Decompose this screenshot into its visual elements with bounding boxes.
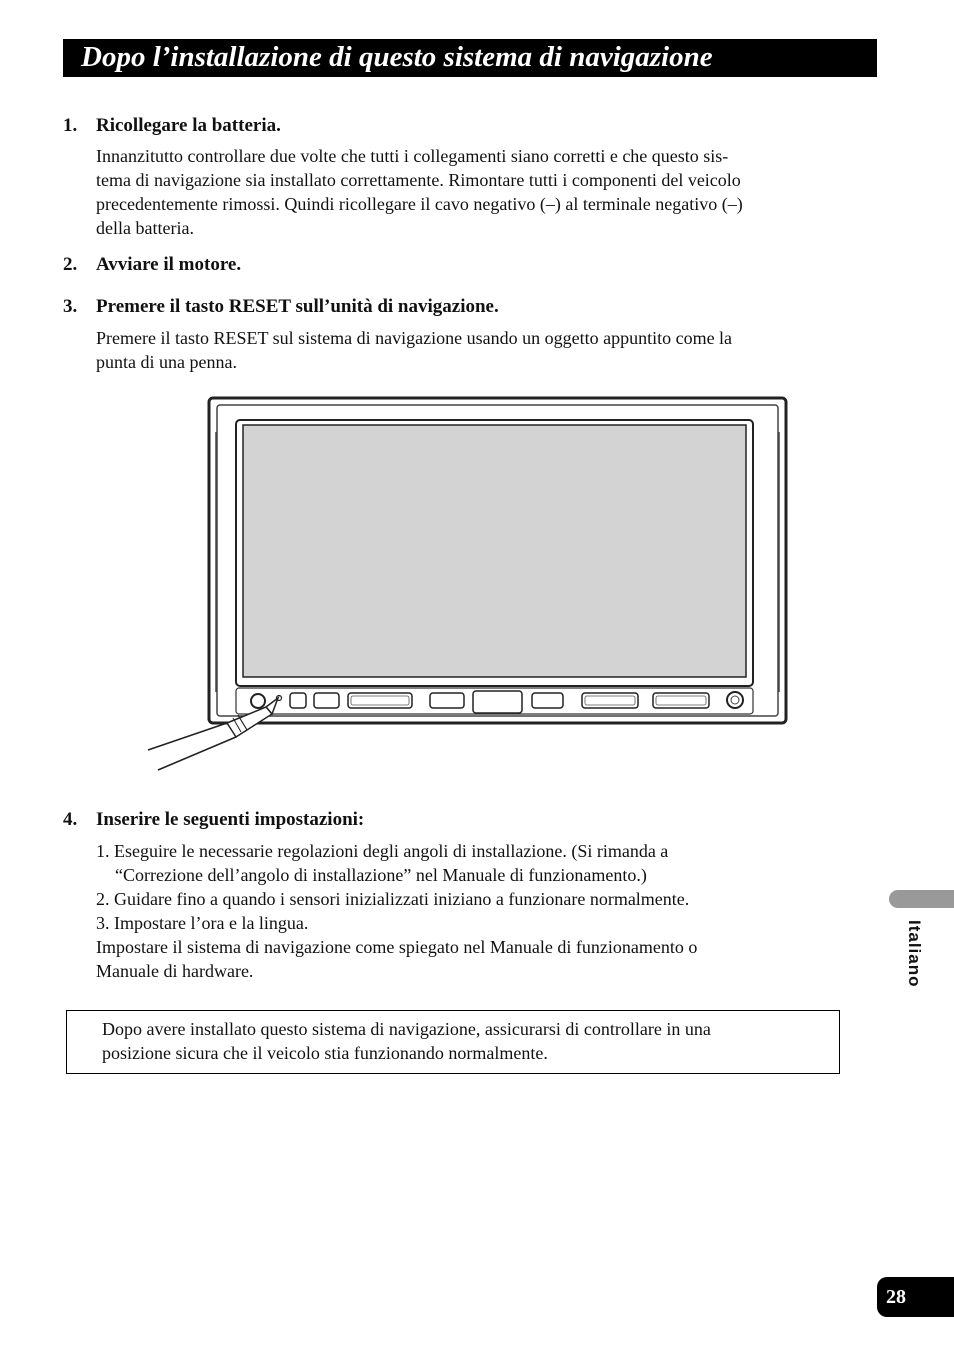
step-4-heading [63, 808, 364, 832]
language-tab-marker [889, 890, 954, 908]
list-item: 3. Impostare l’ora e la lingua. [96, 913, 309, 933]
step-number: 1. [63, 115, 78, 136]
step-heading-text: Inserire le seguenti impostazioni: [96, 809, 365, 830]
step-4-body [96, 839, 836, 983]
step-number: 3. [63, 296, 78, 317]
list-item-continuation: “Correzione dell’angolo di installazione” nel Manuale di funzionamento.) [115, 865, 647, 885]
step-heading-text: Premere il tasto RESET sull’unità di navigazione. [96, 296, 499, 317]
body-line: precedentemente rimossi. Quindi ricollegare il cavo negativo (–) al terminale negativo (–) [96, 194, 743, 214]
notice-line: Dopo avere installato questo sistema di navigazione, assicurarsi di controllare in una [102, 1019, 711, 1039]
body-line: della batteria. [96, 218, 194, 238]
body-line: tema di navigazione sia installato correttamente. Rimontare tutti i componenti del veicolo [96, 170, 741, 190]
body-line: Impostare il sistema di navigazione come spiegato nel Manuale di funzionamento o [96, 937, 698, 957]
step-number: 2. [63, 254, 78, 275]
step-number: 4. [63, 809, 78, 830]
body-line: Manuale di hardware. [96, 961, 254, 981]
body-line: Innanzitutto controllare due volte che tutti i collegamenti siano corretti e che questo sis- [96, 146, 729, 166]
body-line: Premere il tasto RESET sul sistema di navigazione usando un oggetto appuntito come la [96, 328, 733, 348]
body-line: punta di una penna. [96, 352, 237, 372]
language-label: Italiano [905, 920, 924, 988]
notice-line: posizione sicura che il veicolo stia funzionando normalmente. [102, 1043, 548, 1063]
navigation-unit-illustration [140, 392, 800, 777]
step-2-heading [63, 253, 241, 277]
step-3-heading [63, 295, 499, 319]
step-1-heading [63, 114, 281, 138]
page-number: 28 [877, 1277, 954, 1317]
section-title-bar [63, 39, 877, 77]
list-item: 2. Guidare fino a quando i sensori inizializzati iniziano a funzionare normalmente. [96, 889, 690, 909]
step-heading-text: Avviare il motore. [96, 254, 242, 275]
step-3-body [96, 326, 836, 374]
page-title: Dopo l’installazione di questo sistema di navigazione [81, 41, 713, 73]
list-item: 1. Eseguire le necessarie regolazioni degli angoli di installazione. (Si rimanda a [96, 841, 669, 861]
notice-box [66, 1010, 840, 1074]
step-heading-text: Ricollegare la batteria. [96, 115, 281, 136]
step-1-body [96, 144, 836, 240]
